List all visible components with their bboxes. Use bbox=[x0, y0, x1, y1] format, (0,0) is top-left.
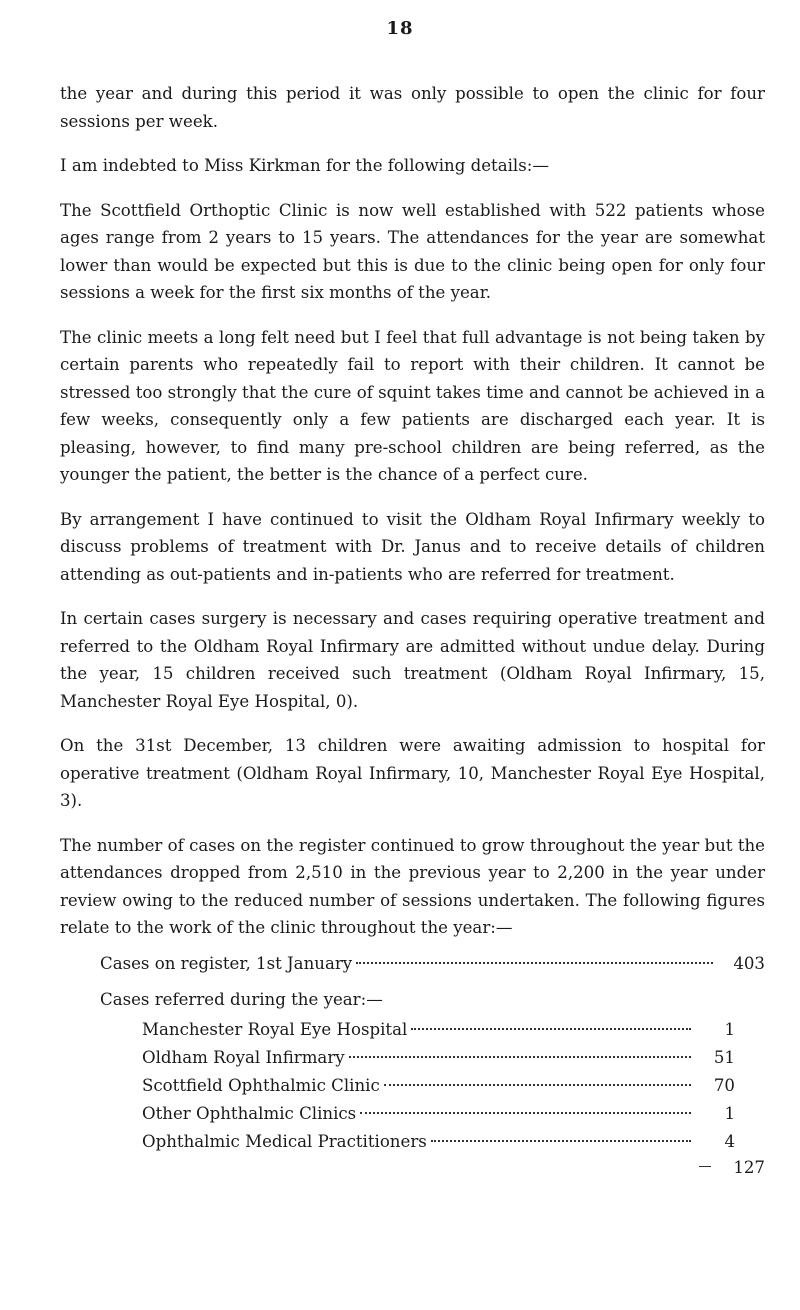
leader-dots bbox=[431, 1140, 691, 1142]
total-row bbox=[60, 1154, 765, 1182]
list-item bbox=[60, 1128, 765, 1156]
page-number: 18 bbox=[386, 18, 414, 39]
register-label: Cases on register, 1st January bbox=[100, 953, 353, 973]
paragraph: In certain cases surgery is necessary and cases requiring operative treatment and referred to the Oldham Royal Infirmary are admitted without undue delay. During the year, 15 children received such treatment (Oldham Royal Infirmary, 15, Manchester Royal Eye Hospital, 0). bbox=[60, 609, 765, 711]
paragraph: On the 31st December, 13 children were awaiting admission to hospital for operative treatment (Oldham Royal Infirmary, 10, Manchester Royal Eye Hospital, 3). bbox=[60, 736, 765, 810]
paragraph: I am indebted to Miss Kirkman for the following details:— bbox=[60, 156, 549, 175]
list-item bbox=[60, 1100, 765, 1128]
item-value: 1 bbox=[724, 1019, 735, 1039]
register-value: 403 bbox=[733, 953, 765, 973]
item-label: Manchester Royal Eye Hospital bbox=[142, 1019, 408, 1039]
leader-dots bbox=[356, 962, 713, 964]
item-label: Other Ophthalmic Clinics bbox=[142, 1103, 357, 1123]
leader-dots bbox=[349, 1056, 691, 1058]
item-label: Oldham Royal Infirmary bbox=[142, 1047, 345, 1067]
total-dash bbox=[699, 1166, 711, 1167]
item-label: Ophthalmic Medical Practitioners bbox=[142, 1131, 427, 1151]
referred-total: 127 bbox=[733, 1157, 765, 1177]
paragraph: the year and during this period it was only possible to open the clinic for four sessions per week. bbox=[60, 84, 765, 131]
list-item bbox=[60, 1044, 765, 1072]
paragraph: The number of cases on the register continued to grow throughout the year but the attendances dropped from 2,510 in the previous year to 2,200 in the year under review owing to the reduced number of sessions undertaken. The following figures relate to the work of the clinic throughout the year:— bbox=[60, 835, 765, 937]
document-body bbox=[60, 80, 765, 1182]
figures-list bbox=[60, 950, 765, 1182]
paragraph: The Scottfield Orthoptic Clinic is now well established with 522 patients whose ages range from 2 years to 15 years. The attendances for the year are somewhat lower than would be expected but this is due to the clinic being open for only four sessions a week for the first six months of the year. bbox=[60, 200, 765, 302]
item-value: 1 bbox=[724, 1103, 735, 1123]
paragraph: The clinic meets a long felt need but I feel that full advantage is not being taken by certain parents who repeatedly fail to report with their children. It cannot be stressed too strongly that the cure of squint takes time and cannot be achieved in a few weeks, consequently only a few patients are discharged each year. It is pleasing, however, to find many pre-school children are being referred, as the younger the patient, the better is the chance of a perfect cure. bbox=[60, 327, 765, 484]
leader-dots bbox=[411, 1028, 691, 1030]
item-value: 70 bbox=[713, 1075, 735, 1095]
leader-dots bbox=[360, 1112, 691, 1114]
paragraph: By arrangement I have continued to visit the Oldham Royal Infirmary weekly to discuss problems of treatment with Dr. Janus and to receive details of children attending as out-patients and in-patients who are referred for treatment. bbox=[60, 509, 765, 584]
item-value: 51 bbox=[713, 1047, 735, 1067]
list-item bbox=[60, 1072, 765, 1100]
list-item bbox=[60, 1016, 765, 1044]
referred-heading: Cases referred during the year:— bbox=[100, 989, 383, 1009]
item-label: Scottfield Ophthalmic Clinic bbox=[142, 1075, 380, 1095]
leader-dots bbox=[384, 1084, 691, 1086]
register-row bbox=[60, 950, 765, 978]
item-value: 4 bbox=[724, 1131, 735, 1151]
